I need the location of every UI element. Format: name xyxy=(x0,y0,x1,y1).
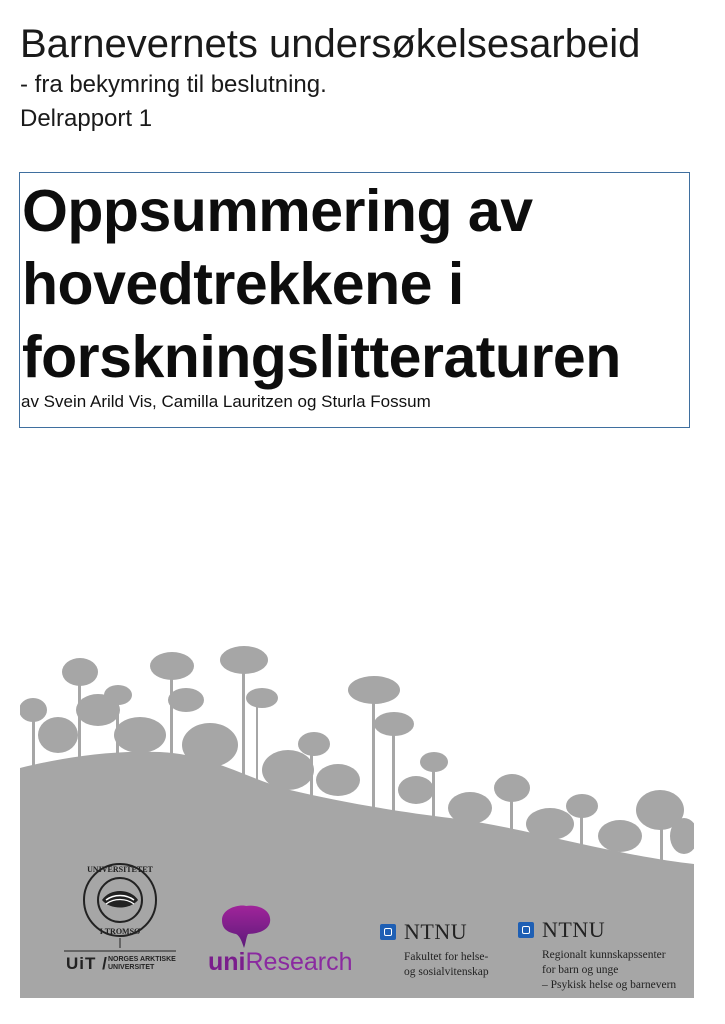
ntnu-rkbu-desc-line: Regionalt kunnskapssenter xyxy=(542,949,666,961)
ntnu-rkbu-logo xyxy=(518,918,698,990)
ntnu-rkbu-desc-line: – Psykisk helse og barnevern xyxy=(542,979,677,991)
uit-abbreviation: UiT / xyxy=(66,954,108,973)
report-title-line: hovedtrekkene i xyxy=(22,251,464,317)
title-box xyxy=(19,172,690,428)
ntnu-rkbu-desc xyxy=(542,948,676,993)
ntnu-name: NTNU xyxy=(404,919,468,944)
uni-research-wordmark xyxy=(208,948,353,976)
uni-bubble-icon xyxy=(216,904,276,948)
uni-suffix: Research xyxy=(245,948,353,976)
uit-full-name: NORGES ARKTISKE UNIVERSITET xyxy=(108,956,176,971)
uit-seal-bottom-text: I TROMSØ xyxy=(99,927,141,936)
part-label: Delrapport 1 xyxy=(20,105,153,132)
report-title xyxy=(22,175,621,394)
uni-research-logo xyxy=(206,904,358,976)
authors: av Svein Arild Vis, Camilla Lauritzen og Sturla Fossum xyxy=(21,392,431,411)
uni-prefix: uni xyxy=(208,948,246,976)
ntnu-faculty-desc-line: Fakultet for helse- xyxy=(404,951,489,963)
report-title-line: forskningslitteraturen xyxy=(22,324,621,390)
uit-logo xyxy=(62,858,178,980)
ntnu-icon xyxy=(518,922,534,938)
ntnu-rkbu-desc-line: for barn og unge xyxy=(542,964,619,976)
ntnu-name: NTNU xyxy=(542,917,606,942)
series-title: Barnevernets undersøkelsesarbeid xyxy=(20,22,641,66)
ntnu-faculty-logo xyxy=(380,920,530,986)
ntnu-faculty-desc xyxy=(404,950,489,980)
subtitle: - fra bekymring til beslutning. xyxy=(20,71,327,98)
uit-seal-icon xyxy=(62,858,178,954)
report-title-line: Oppsummering av xyxy=(22,178,533,244)
uit-seal-top-text: UNIVERSITETET xyxy=(87,865,153,874)
ntnu-faculty-desc-line: og sosialvitenskap xyxy=(404,966,489,978)
ntnu-icon xyxy=(380,924,396,940)
